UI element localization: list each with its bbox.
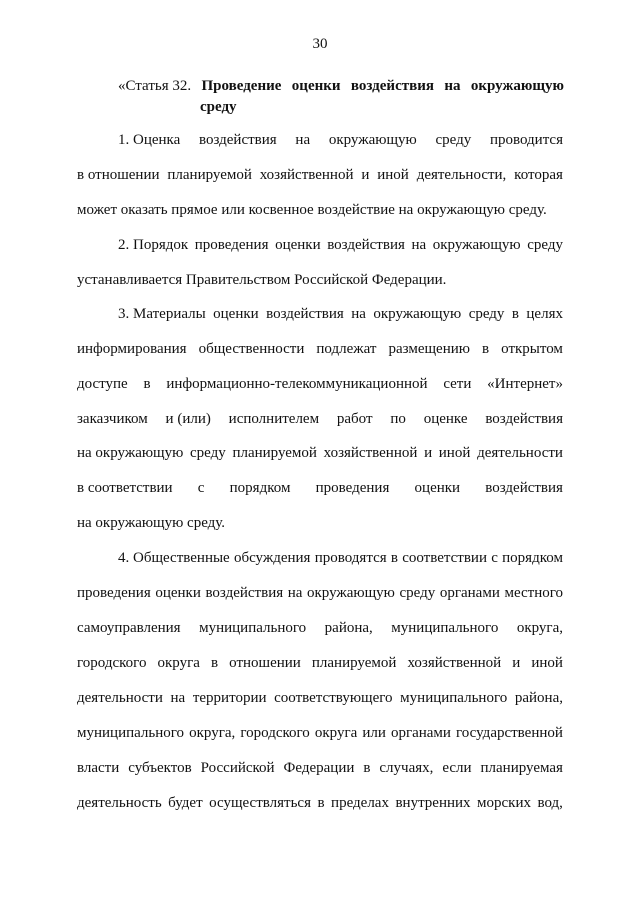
word: и [361, 167, 370, 183]
word: с [197, 480, 205, 496]
word: воздействия [485, 480, 563, 496]
word: окружающую [373, 306, 462, 322]
word: на [411, 237, 427, 253]
word: района, [324, 620, 373, 636]
word: иной [377, 167, 409, 183]
word: 4. Общественные [118, 550, 230, 566]
word: окружающую [307, 585, 395, 601]
word: морских [477, 795, 531, 811]
word: по [390, 411, 406, 427]
word: оценки [155, 585, 201, 601]
article-heading [118, 76, 564, 118]
word: воздействия [327, 237, 405, 253]
article-number: «Статья 32. [118, 78, 192, 94]
word: в [511, 306, 519, 322]
word: порядком [502, 550, 563, 566]
word: окружающую [432, 237, 521, 253]
word: соответствующего [274, 690, 393, 706]
word: хозяйственной [407, 655, 502, 671]
word: окружающую [328, 132, 417, 148]
word: деятельность [77, 795, 162, 811]
word: или [362, 725, 386, 741]
article-title-word: окружающую [470, 78, 564, 94]
word: «Интернет» [487, 376, 563, 392]
word: пределах [331, 795, 389, 811]
word: воздействия [485, 411, 563, 427]
word: исполнителем [228, 411, 320, 427]
word: округа [157, 655, 200, 671]
word: оценки [414, 480, 461, 496]
word: муниципального [199, 620, 307, 636]
word: на [295, 132, 311, 148]
word: среду [399, 585, 436, 601]
word: на [170, 690, 186, 706]
paragraph-4-line [118, 548, 563, 568]
paragraph-3-line [77, 374, 563, 394]
word: на [287, 585, 303, 601]
paragraph-4-line [77, 758, 563, 778]
word: воздействия [205, 585, 284, 601]
article-title-word: на [444, 78, 461, 94]
word: планируемой [232, 445, 317, 461]
word: обсуждения [233, 550, 311, 566]
word: будет [168, 795, 203, 811]
word: в отношении [77, 167, 160, 183]
word: подлежат [316, 341, 377, 357]
paragraph-4-line [77, 653, 563, 673]
word: городского [77, 655, 147, 671]
word: которая [514, 167, 563, 183]
word: на [351, 306, 366, 322]
paragraph-3-line [77, 409, 563, 429]
word: среду [468, 306, 505, 322]
word: общественности [198, 341, 305, 357]
paragraph-3-line: на окружающую среду. [77, 515, 226, 531]
word: округа [314, 725, 358, 741]
word: Федерации [283, 760, 355, 776]
word: и [512, 655, 521, 671]
paragraph-1-line [118, 130, 563, 150]
word: отношении [229, 655, 301, 671]
word: округа, [516, 620, 563, 636]
word: планируемой [311, 655, 397, 671]
word: воздействия [266, 306, 344, 322]
word: хозяйственной [323, 445, 418, 461]
paragraph-4-line [77, 793, 563, 813]
word: внутренних [395, 795, 471, 811]
word: заказчиком [77, 411, 148, 427]
word: оценке [423, 411, 468, 427]
paragraph-4-line [77, 723, 563, 743]
word: деятельности [77, 690, 163, 706]
word: размещению [388, 341, 470, 357]
article-title-word: оценки [291, 78, 341, 94]
word: проведения [315, 480, 390, 496]
word: проводится [489, 132, 563, 148]
word: воздействия [199, 132, 277, 148]
word: хозяйственной [259, 167, 354, 183]
word: деятельности, [416, 167, 507, 183]
word: среду [435, 132, 472, 148]
paragraph-1-line: может оказать прямое или косвенное воздействие на окружающую среду. [77, 202, 547, 218]
article-title-word: воздействия [350, 78, 434, 94]
word: проводятся [314, 550, 387, 566]
word: в [143, 376, 151, 392]
word: муниципального [77, 725, 185, 741]
word: 2. Порядок [118, 237, 189, 253]
paragraph-1-line [77, 165, 563, 185]
word: государственной [456, 725, 563, 741]
paragraph-3-line [118, 304, 563, 324]
word: территории [192, 690, 267, 706]
word: иной [531, 655, 563, 671]
word: соответствии [402, 550, 487, 566]
word: планируемая [480, 760, 563, 776]
word: власти [77, 760, 120, 776]
word: проведения [194, 237, 269, 253]
word: муниципального [400, 690, 508, 706]
paragraph-4-line [77, 688, 563, 708]
word: планируемой [167, 167, 252, 183]
word: 3. Материалы [118, 306, 206, 322]
article-heading-line-1 [118, 76, 564, 97]
word: оценки [275, 237, 321, 253]
word: местного [504, 585, 563, 601]
word: на окружающую [77, 445, 184, 461]
word: информирования [77, 341, 187, 357]
paragraph-2-line: устанавливается Правительством Российской Федерации. [77, 272, 447, 288]
word: района, [514, 690, 563, 706]
article-title-continuation: среду [200, 99, 237, 115]
article-title-word: Проведение [201, 78, 282, 94]
paragraph-3-line [77, 478, 563, 498]
word: органами [390, 725, 451, 741]
page-number: 30 [312, 36, 328, 52]
word: 1. Оценка [118, 132, 181, 148]
paragraph-3-line [77, 443, 563, 463]
word: в [317, 795, 325, 811]
word: органами [439, 585, 500, 601]
word: среду [527, 237, 563, 253]
word: проведения [77, 585, 151, 601]
word: в [390, 550, 398, 566]
paragraph-2-line [118, 235, 563, 255]
word: если [442, 760, 472, 776]
word: деятельности [477, 445, 563, 461]
word: сети [443, 376, 472, 392]
word: в [210, 655, 219, 671]
word: среду [190, 445, 226, 461]
word: осуществляться [209, 795, 311, 811]
word: доступе [77, 376, 128, 392]
word: и (или) [165, 411, 211, 427]
word: городского [240, 725, 310, 741]
word: в [363, 760, 371, 776]
word: субъектов [128, 760, 192, 776]
word: целях [526, 306, 563, 322]
word: округа, [189, 725, 236, 741]
word: и [424, 445, 433, 461]
word: Российской [200, 760, 275, 776]
word: вод, [537, 795, 563, 811]
word: случаях, [379, 760, 434, 776]
word: открытом [501, 341, 563, 357]
word: в [482, 341, 490, 357]
word: порядком [229, 480, 291, 496]
word: муниципального [391, 620, 499, 636]
word: самоуправления [77, 620, 181, 636]
word: оценки [213, 306, 259, 322]
paragraph-4-line [77, 583, 563, 603]
word: информационно-телекоммуникационной [166, 376, 428, 392]
paragraph-4-line [77, 618, 563, 638]
paragraph-3-line [77, 339, 563, 359]
word: в соответствии [77, 480, 173, 496]
word: с [491, 550, 498, 566]
word: иной [438, 445, 471, 461]
word: работ [336, 411, 373, 427]
